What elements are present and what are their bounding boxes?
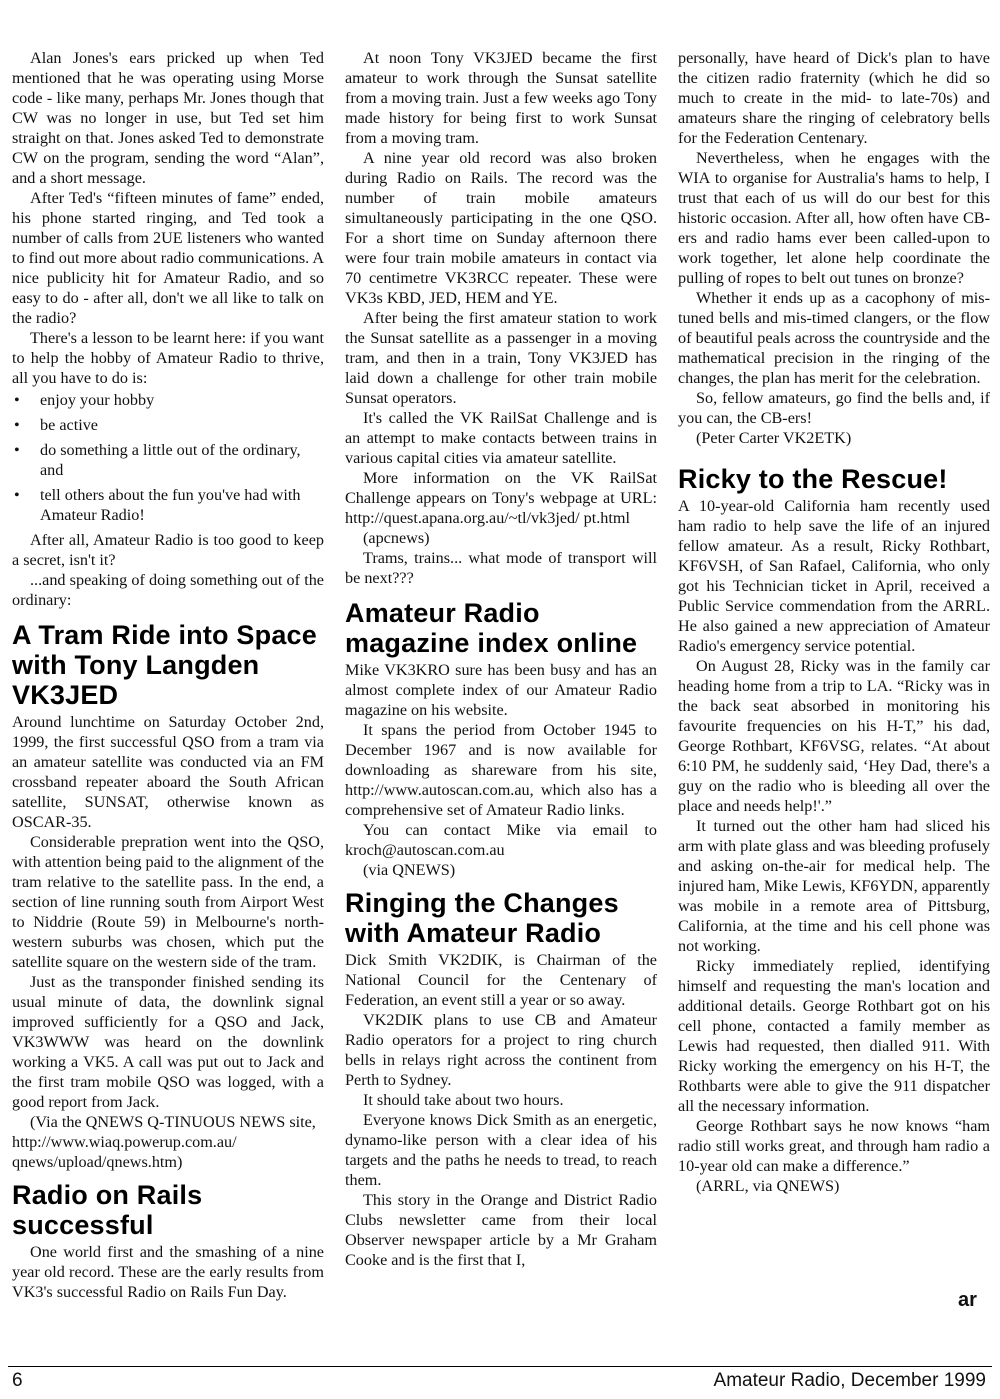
article-paragraph: It's called the VK RailSat Challenge and is an attempt to make contacts between trains in various capital cities via amateur satellite. [345,409,657,467]
source-credit: (apcnews) [363,529,430,547]
article-paragraph: It spans the period from October 1945 to December 1967 and is now available for downloading as shareware from his site, http://www.autoscan.com.au, which also has a comprehensive set of Amateur Radio links. [345,721,657,819]
column-3 [678,48,990,1196]
article-paragraph: More information on the VK RailSat Challenge appears on Tony's webpage at URL: http://quest.apana.org.au/~tl/vk3jed/ pt.html [345,469,657,527]
article-paragraph: George Rothbart says he now knows “ham radio still works great, and through ham radio a 10-year old can make a difference.” [678,1117,990,1175]
page-number: 6 [12,1370,23,1391]
bullet-item: • do something a little out of the ordinary, and [12,440,324,480]
article-paragraph: A 10-year-old California ham recently used ham radio to help save the life of an injured fellow amateur. As a result, Ricky Rothbart, KF6VSH, of San Rafael, California, who only got his Technician ticket in April, received a Public Service commendation from the ARRL. He also gained a new appreciation of Amateur Radio's emergency service potential. [678,497,990,655]
article-paragraph: Just as the transponder finished sending its usual minute of data, the downlink signal improved sufficiently for a QSO and Jack, VK3WWW was heard on the downlink working a VK5. A call was put out to Jack and the first tram mobile QSO was logged, with a good report from Jack. [12,973,324,1111]
heading-magazine-index: Amateur Radio magazine index online [345,598,638,658]
article-paragraph: It turned out the other ham had sliced his arm with plate glass and was bleeding profusely and asking on-the-air for medical help. The injured ham, Mike Lewis, KF6YDN, apparently was mobile in a remote area of Pittsburg, California, at the time and his cell phone was not working. [678,817,990,955]
source-credit: (via QNEWS) [363,861,456,879]
article-paragraph: A nine year old record was also broken during Radio on Rails. The record was the number of train mobile amateurs simultaneously participating in the one QSO. For a short time on Sunday afternoon there were four train mobile amateurs in contact via 70 centimetre VK3RCC repeater. These were VK3s KBD, JED, HEM and YE. [345,149,657,307]
article-paragraph: At noon Tony VK3JED became the first amateur to work through the Sunsat satellite from a moving train. Just a few weeks ago Tony made history for being first to work Sunsat from a moving tram. [345,49,657,147]
article-paragraph: Trams, trains... what mode of transport will be next??? [345,549,657,587]
column-1 [12,48,324,1302]
source-credit: (Via the QNEWS Q-TINUOUS NEWS site, http://www.wiaq.powerup.com.au/ qnews/upload/qnews.htm) [12,1113,316,1171]
article-paragraph: Dick Smith VK2DIK, is Chairman of the National Council for the Centenary of Federation, an event still a year or so away. [345,951,657,1009]
magazine-issue: Amateur Radio, December 1999 [713,1370,986,1391]
article-paragraph: One world first and the smashing of a nine year old record. These are the early results from VK3's successful Radio on Rails Fun Day. [12,1243,324,1301]
source-credit: (ARRL, via QNEWS) [696,1177,840,1195]
article-paragraph: Mike VK3KRO sure has been busy and has an almost complete index of our Amateur Radio magazine on his website. [345,661,657,719]
article-paragraph: After all, Amateur Radio is too good to keep a secret, isn't it? [12,531,324,569]
bullet-list [12,390,324,525]
article-paragraph: You can contact Mike via email to kroch@autoscan.com.au [345,821,657,859]
article-paragraph: ...and speaking of doing something out of the ordinary: [12,571,324,609]
article-paragraph: VK2DIK plans to use CB and Amateur Radio operators for a project to ring church bells in relays right across the continent from Perth to Sydney. [345,1011,657,1089]
footer-rule [8,1366,992,1367]
article-paragraph: There's a lesson to be learnt here: if you want to help the hobby of Amateur Radio to thrive, all you have to do is: [12,329,324,387]
article-paragraph: On August 28, Ricky was in the family car heading home from a trip to LA. “Ricky was in the back seat absorbed in monitoring his favourite frequencies on his H-T,” his dad, George Rothbart, KF6VSG, relates. “At about 6:10 PM, he suddenly said, ‘Hey Dad, there's a guy on the radio who is bleeding all over the place and needs help!'.” [678,657,990,815]
article-paragraph: Everyone knows Dick Smith as an energetic, dynamo-like person with a clear idea of his targets and the paths he needs to tread, to reach them. [345,1111,657,1189]
heading-tram-ride: A Tram Ride into Space with Tony Langden VK3JED [12,620,317,710]
article-paragraph: Nevertheless, when he engages with the WIA to organise for Australia's hams to help, I trust that each of us will do our best for this historic occasion. After all, how often have CB-ers and radio hams ever been called-upon to work together, let alone help coordinate the pulling of ropes to belt out tunes on bronze? [678,149,990,287]
article-paragraph: Ricky immediately replied, identifying himself and requesting the man's location and additional details. George Rothbart got on his cell phone, contacted a family member as Lewis had requested, then dialled 911. With Ricky working the emergency on his H-T, the Rothbarts were able to give the 911 dispatcher all the necessary information. [678,957,990,1115]
column-2 [345,48,657,1270]
bullet-item: • tell others about the fun you've had with Amateur Radio! [12,485,324,525]
heading-ringing-changes: Ringing the Changes with Amateur Radio [345,888,619,948]
article-paragraph: Around lunchtime on Saturday October 2nd, 1999, the first successful QSO from a tram via an amateur satellite was conducted via an FM crossband repeater aboard the South African satellite, SUNSAT, otherwise known as OSCAR-35. [12,713,324,831]
article-paragraph: personally, have heard of Dick's plan to have the citizen radio fraternity (which he did so much to create in the mid- to late-70s) and amateurs share the ringing of celebratory bells for the Federation Centenary. [678,49,990,147]
bullet-item: • be active [12,415,324,435]
article-paragraph: After Ted's “fifteen minutes of fame” ended, his phone started ringing, and Ted took a number of calls from 2UE listeners who wanted to find out more about radio communications. A nice publicity hit for Amateur Radio, and so easy to do - after all, don't we all like to talk on the radio? [12,189,325,327]
heading-radio-on-rails: Radio on Rails successful [12,1180,203,1240]
article-paragraph: Whether it ends up as a cacophony of mis-tuned bells and mis-timed clangers, or the flow of beautiful peals across the countryside and the mathematical precision in the ringing of the changes, the plan has merit for the celebration. [678,289,990,387]
article-paragraph: Alan Jones's ears pricked up when Ted mentioned that he was operating using Morse code - like many, perhaps Mr. Jones though that CW was no longer in use, but Ted set him straight on that. Jones asked Ted to demonstrate CW on the program, sending the word “Alan”, and a short message. [12,49,324,187]
source-credit: (Peter Carter VK2ETK) [696,429,852,447]
article-paragraph: Considerable prepration went into the QSO, with attention being paid to the alignment of the tram relative to the satellite pass. In the end, a section of line running south from Airport West to Niddrie (Route 59) in Melbourne's north-western suburbs was chosen, which put the satellite square on the western side of the tram. [12,833,324,971]
bullet-item: • enjoy your hobby [12,390,324,410]
article-paragraph: This story in the Orange and District Radio Clubs newsletter came from their local Observer newspaper article by a Mr Graham Cooke and is the first that I, [345,1191,657,1269]
article-paragraph: After being the first amateur station to work the Sunsat satellite as a passenger in a moving tram, and then in a train, Tony VK3JED has laid down a challenge for other train mobile Sunsat operators. [345,309,657,407]
article-paragraph: It should take about two hours. [363,1091,564,1109]
end-mark: ar [958,1289,977,1311]
article-paragraph: So, fellow amateurs, go find the bells and, if you can, the CB-ers! [678,389,990,427]
heading-ricky-rescue: Ricky to the Rescue! [678,464,948,494]
